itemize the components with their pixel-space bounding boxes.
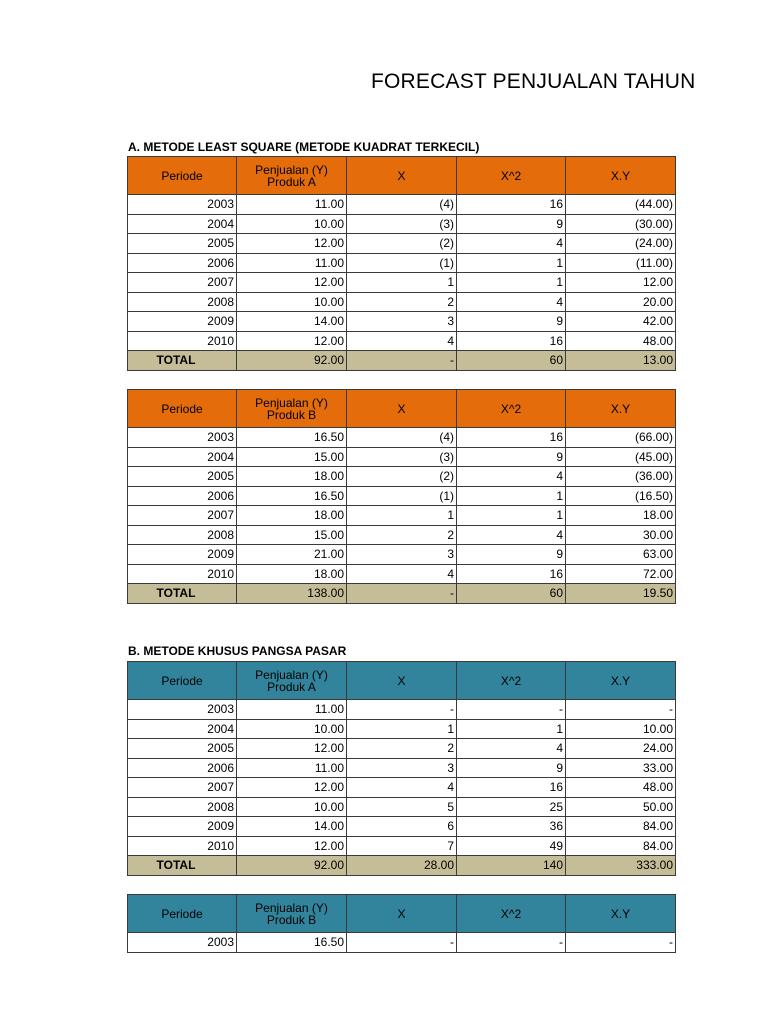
header-x-squared: X^2 (457, 157, 566, 195)
header-row (128, 390, 676, 428)
total-x: - (347, 584, 457, 604)
total-xy: 13.00 (566, 351, 676, 371)
cell-x-squared: 4 (457, 292, 566, 312)
section-b-heading: B. METODE KHUSUS PANGSA PASAR (128, 644, 347, 658)
cell-penjualan: 12.00 (237, 836, 347, 856)
cell-periode: 2007 (128, 506, 237, 526)
header-produk-label: Produk B (266, 407, 317, 422)
cell-x: 2 (347, 739, 457, 759)
table-row (128, 428, 676, 448)
header-x: X (347, 390, 457, 428)
table-row (128, 195, 676, 215)
cell-penjualan: 11.00 (237, 700, 347, 720)
cell-xy: 24.00 (566, 739, 676, 759)
cell-x-squared: 4 (457, 467, 566, 487)
cell-xy: 72.00 (566, 564, 676, 584)
cell-penjualan: 10.00 (237, 214, 347, 234)
cell-xy: 84.00 (566, 817, 676, 837)
table-row (128, 817, 676, 837)
cell-penjualan: 15.00 (237, 525, 347, 545)
cell-periode: 2003 (128, 195, 237, 215)
cell-penjualan: 21.00 (237, 545, 347, 565)
cell-periode: 2005 (128, 739, 237, 759)
cell-x-squared: 1 (457, 273, 566, 293)
cell-xy: (11.00) (566, 253, 676, 273)
cell-penjualan: 12.00 (237, 739, 347, 759)
cell-x-squared: 16 (457, 778, 566, 798)
cell-x: 5 (347, 797, 457, 817)
cell-x: (3) (347, 447, 457, 467)
header-penjualan (237, 662, 347, 700)
cell-xy: (45.00) (566, 447, 676, 467)
table-row (128, 467, 676, 487)
table-row (128, 739, 676, 759)
cell-xy: 18.00 (566, 506, 676, 526)
cell-x-squared: 16 (457, 564, 566, 584)
cell-penjualan: 18.00 (237, 506, 347, 526)
cell-periode: 2009 (128, 545, 237, 565)
cell-x: (3) (347, 214, 457, 234)
header-x-squared: X^2 (457, 662, 566, 700)
cell-x: (1) (347, 253, 457, 273)
total-penjualan: 138.00 (237, 584, 347, 604)
cell-x-squared: 49 (457, 836, 566, 856)
table-row (128, 486, 676, 506)
table-row (128, 273, 676, 293)
cell-x-squared: 25 (457, 797, 566, 817)
cell-x-squared: 9 (457, 214, 566, 234)
table-row (128, 778, 676, 798)
cell-xy: 30.00 (566, 525, 676, 545)
header-produk-label: Produk A (267, 679, 316, 694)
table-row (128, 312, 676, 332)
cell-periode: 2003 (128, 428, 237, 448)
header-x: X (347, 662, 457, 700)
table-row (128, 719, 676, 739)
cell-xy: (16.50) (566, 486, 676, 506)
cell-periode: 2003 (128, 933, 237, 953)
cell-x: (2) (347, 234, 457, 254)
cell-xy: (36.00) (566, 467, 676, 487)
cell-xy: 42.00 (566, 312, 676, 332)
header-row (128, 662, 676, 700)
cell-penjualan: 10.00 (237, 719, 347, 739)
cell-periode: 2010 (128, 564, 237, 584)
section-a-heading: A. METODE LEAST SQUARE (METODE KUADRAT TERKECIL) (128, 140, 480, 154)
page-title: FORECAST PENJUALAN TAHUN (371, 70, 696, 93)
table-row (128, 758, 676, 778)
cell-x: (1) (347, 486, 457, 506)
total-x-squared: 140 (457, 856, 566, 876)
cell-penjualan: 15.00 (237, 447, 347, 467)
table-pangsa-pasar-produk-a (127, 661, 676, 876)
header-x: X (347, 157, 457, 195)
cell-xy: 50.00 (566, 797, 676, 817)
cell-xy: 48.00 (566, 331, 676, 351)
table-row (128, 331, 676, 351)
header-penjualan-label: Penjualan (Y) (255, 395, 328, 410)
total-xy: 333.00 (566, 856, 676, 876)
header-xy: X.Y (566, 157, 676, 195)
header-xy: X.Y (566, 662, 676, 700)
header-xy: X.Y (566, 895, 676, 933)
cell-x-squared: 9 (457, 312, 566, 332)
cell-xy: - (566, 700, 676, 720)
total-x: 28.00 (347, 856, 457, 876)
cell-penjualan: 11.00 (237, 195, 347, 215)
header-periode: Periode (128, 895, 237, 933)
cell-xy: 20.00 (566, 292, 676, 312)
cell-x: 4 (347, 564, 457, 584)
table-row (128, 700, 676, 720)
cell-periode: 2004 (128, 214, 237, 234)
cell-penjualan: 12.00 (237, 234, 347, 254)
table-row (128, 836, 676, 856)
cell-penjualan: 12.00 (237, 778, 347, 798)
cell-x: 3 (347, 312, 457, 332)
table-least-square-produk-a (127, 156, 676, 371)
cell-xy: 10.00 (566, 719, 676, 739)
cell-periode: 2007 (128, 778, 237, 798)
total-label: TOTAL (128, 856, 237, 876)
header-x-squared: X^2 (457, 895, 566, 933)
cell-x: (4) (347, 195, 457, 215)
cell-x: 1 (347, 273, 457, 293)
cell-x: 1 (347, 506, 457, 526)
total-row (128, 351, 676, 371)
cell-x-squared: 9 (457, 758, 566, 778)
cell-x: - (347, 700, 457, 720)
cell-x-squared: 16 (457, 195, 566, 215)
cell-periode: 2006 (128, 253, 237, 273)
cell-x: 2 (347, 525, 457, 545)
cell-x-squared: 36 (457, 817, 566, 837)
cell-x: (2) (347, 467, 457, 487)
header-produk-label: Produk B (266, 912, 317, 927)
cell-periode: 2005 (128, 467, 237, 487)
cell-x: 3 (347, 545, 457, 565)
header-penjualan (237, 895, 347, 933)
header-xy: X.Y (566, 390, 676, 428)
cell-x: 6 (347, 817, 457, 837)
cell-x: 2 (347, 292, 457, 312)
cell-x: 4 (347, 778, 457, 798)
cell-x-squared: 9 (457, 447, 566, 467)
cell-penjualan: 10.00 (237, 797, 347, 817)
cell-x-squared: 16 (457, 428, 566, 448)
cell-periode: 2010 (128, 331, 237, 351)
cell-x-squared: 1 (457, 486, 566, 506)
cell-xy: 48.00 (566, 778, 676, 798)
table-row (128, 253, 676, 273)
table-row (128, 214, 676, 234)
cell-penjualan: 16.50 (237, 933, 347, 953)
cell-periode: 2004 (128, 447, 237, 467)
cell-penjualan: 12.00 (237, 273, 347, 293)
table-pangsa-pasar-produk-b (127, 894, 676, 953)
cell-periode: 2010 (128, 836, 237, 856)
cell-xy: (30.00) (566, 214, 676, 234)
header-produk-label: Produk A (267, 174, 316, 189)
table-row (128, 933, 676, 953)
total-xy: 19.50 (566, 584, 676, 604)
cell-periode: 2006 (128, 486, 237, 506)
cell-penjualan: 16.50 (237, 428, 347, 448)
header-periode: Periode (128, 390, 237, 428)
cell-xy: (24.00) (566, 234, 676, 254)
header-penjualan (237, 157, 347, 195)
total-x: - (347, 351, 457, 371)
cell-x: - (347, 933, 457, 953)
header-penjualan-label: Penjualan (Y) (255, 667, 328, 682)
cell-x: 3 (347, 758, 457, 778)
cell-xy: 33.00 (566, 758, 676, 778)
header-row (128, 895, 676, 933)
total-x-squared: 60 (457, 584, 566, 604)
cell-x-squared: 9 (457, 545, 566, 565)
cell-xy: - (566, 933, 676, 953)
cell-penjualan: 18.00 (237, 467, 347, 487)
table-row (128, 797, 676, 817)
total-row (128, 856, 676, 876)
cell-x-squared: 4 (457, 234, 566, 254)
cell-x-squared: - (457, 933, 566, 953)
cell-penjualan: 16.50 (237, 486, 347, 506)
cell-xy: 63.00 (566, 545, 676, 565)
cell-periode: 2008 (128, 292, 237, 312)
cell-x: 7 (347, 836, 457, 856)
cell-penjualan: 14.00 (237, 817, 347, 837)
table-row (128, 292, 676, 312)
total-label: TOTAL (128, 351, 237, 371)
cell-periode: 2009 (128, 817, 237, 837)
cell-x-squared: 4 (457, 739, 566, 759)
cell-x: 1 (347, 719, 457, 739)
cell-periode: 2009 (128, 312, 237, 332)
cell-periode: 2006 (128, 758, 237, 778)
table-row (128, 506, 676, 526)
table-row (128, 447, 676, 467)
cell-penjualan: 10.00 (237, 292, 347, 312)
cell-x-squared: 1 (457, 719, 566, 739)
cell-penjualan: 11.00 (237, 253, 347, 273)
table-row (128, 564, 676, 584)
header-penjualan (237, 390, 347, 428)
header-row (128, 157, 676, 195)
cell-periode: 2008 (128, 797, 237, 817)
total-label: TOTAL (128, 584, 237, 604)
cell-xy: (66.00) (566, 428, 676, 448)
cell-penjualan: 11.00 (237, 758, 347, 778)
total-penjualan: 92.00 (237, 856, 347, 876)
total-penjualan: 92.00 (237, 351, 347, 371)
header-x-squared: X^2 (457, 390, 566, 428)
header-periode: Periode (128, 157, 237, 195)
header-penjualan-label: Penjualan (Y) (255, 162, 328, 177)
header-x: X (347, 895, 457, 933)
total-row (128, 584, 676, 604)
cell-x: (4) (347, 428, 457, 448)
cell-penjualan: 18.00 (237, 564, 347, 584)
cell-x-squared: - (457, 700, 566, 720)
cell-periode: 2007 (128, 273, 237, 293)
cell-periode: 2008 (128, 525, 237, 545)
cell-x: 4 (347, 331, 457, 351)
cell-periode: 2005 (128, 234, 237, 254)
cell-xy: 12.00 (566, 273, 676, 293)
cell-penjualan: 14.00 (237, 312, 347, 332)
cell-periode: 2003 (128, 700, 237, 720)
cell-x-squared: 4 (457, 525, 566, 545)
header-periode: Periode (128, 662, 237, 700)
cell-xy: (44.00) (566, 195, 676, 215)
cell-periode: 2004 (128, 719, 237, 739)
cell-x-squared: 1 (457, 506, 566, 526)
table-row (128, 234, 676, 254)
cell-x-squared: 16 (457, 331, 566, 351)
total-x-squared: 60 (457, 351, 566, 371)
cell-penjualan: 12.00 (237, 331, 347, 351)
cell-x-squared: 1 (457, 253, 566, 273)
header-penjualan-label: Penjualan (Y) (255, 900, 328, 915)
table-least-square-produk-b (127, 389, 676, 604)
table-row (128, 545, 676, 565)
cell-xy: 84.00 (566, 836, 676, 856)
table-row (128, 525, 676, 545)
